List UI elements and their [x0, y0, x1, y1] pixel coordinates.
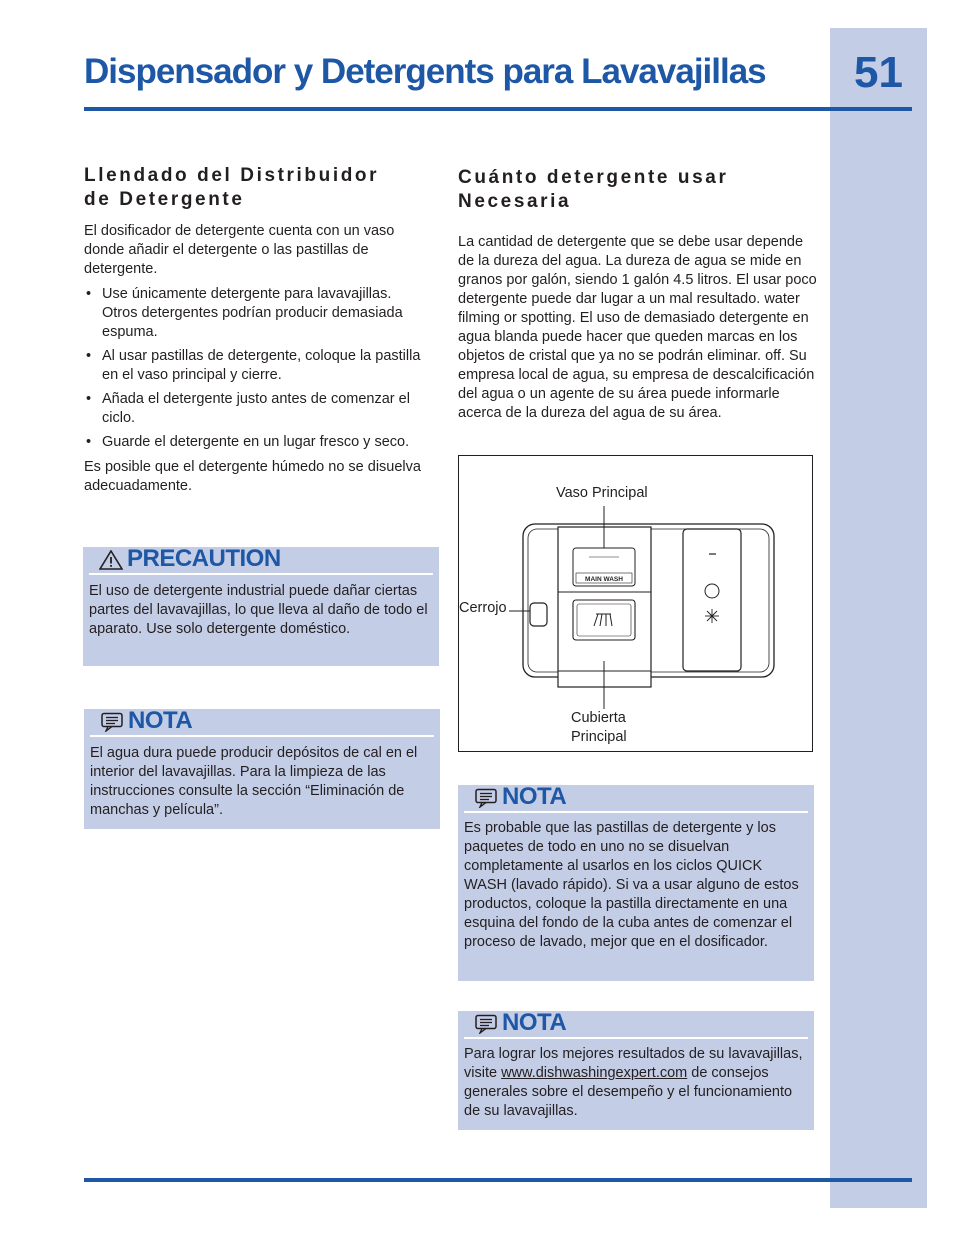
note-icon [474, 788, 498, 808]
nota-text: El agua dura puede producir depósitos de cal en el interior del lavavajillas. Para la limpieza de las instrucciones consulte la sección “Eliminación de manchas y película”. [90, 745, 418, 818]
callout-header [464, 1011, 808, 1039]
warning-icon [99, 550, 123, 570]
right-body-paragraph: La cantidad de detergente que se debe usar depende de la dureza del agua. La dureza de agua se mide en granos por galón, siendo 1 galón 4.5 litros. El usar poco detergente puede dar lugar a un mal resultado. water filming or spotting. El uso de demasiado detergente en agua blanda puede hacer que queden marcas en los objetos de cristal que ya no se podrán eliminar. off. Su empresa local de agua, su empresa de descalcificación del agua o un agente de su área puede informarle acerca de la dureza del agua de su área. [458, 234, 817, 421]
label-line: Cubierta [571, 710, 626, 726]
list-item: • Guarde el detergente en un lugar fresco y seco. [84, 433, 429, 452]
heading-line: de Detergente [84, 189, 245, 210]
nota-box-website [458, 1011, 814, 1130]
heading-line: Necesaria [458, 191, 572, 212]
note-icon [474, 1014, 498, 1034]
section-heading-llenado [84, 164, 434, 212]
label-cerrojo: Cerrojo [459, 600, 507, 616]
nota-title: NOTA [502, 783, 567, 810]
callout-header [89, 547, 433, 575]
bullet-list [84, 285, 429, 452]
nota-box-left [84, 709, 440, 829]
heading-line: Cuánto detergente usar [458, 167, 729, 188]
label-line: Principal [571, 729, 627, 745]
nota-text: Es probable que las pastillas de detergente y los paquetes de todo en uno no se disuelvan completamente al usarlos en los ciclos QUICK WASH (lavado rápido). Si va a usar alguno de estos productos, coloque la pastilla directamente en una esquina del fondo de la cuba antes de comenzar el proceso de lavado, mejor que en el dosificador. [464, 820, 799, 950]
nota-title: NOTA [502, 1009, 567, 1036]
page-title: Dispensador y Detergents para Lavavajillas [84, 52, 766, 91]
label-vaso-principal: Vaso Principal [556, 485, 648, 501]
intro-paragraph: El dosificador de detergente cuenta con un vaso donde añadir el detergente o las pastillas de detergente. [84, 223, 395, 277]
website-link[interactable]: www.dishwashingexpert.com [501, 1065, 688, 1081]
list-item: • Use únicamente detergente para lavavajillas. Otros detergentes podrían producir demasiada espuma. [84, 285, 429, 342]
heading-line: Llendado del Distribuidor [84, 165, 380, 186]
nota-box-quick-wash [458, 785, 814, 981]
nota-text-after: de consejos generales sobre el desempeño y el funcionamiento de su lavavajillas. [464, 1065, 793, 1119]
list-item: • Al usar pastillas de detergente, coloque la pastilla en el vaso principal y cierre. [84, 347, 429, 385]
precaution-title: PRECAUTION [127, 545, 281, 572]
callout-header [464, 785, 808, 813]
closing-paragraph: Es posible que el detergente húmedo no se disuelva adecuadamente. [84, 459, 421, 494]
note-icon [100, 712, 124, 732]
side-tab [830, 28, 927, 1208]
nota-title: NOTA [128, 707, 193, 734]
dispenser-figure [458, 455, 813, 752]
precaution-text: El uso de detergente industrial puede dañar ciertas partes del lavavajillas, lo que lleva al daño de todo el aparato. Use solo detergente doméstico. [89, 583, 428, 637]
left-body [84, 222, 429, 496]
page-number: 51 [854, 48, 903, 97]
top-divider [84, 107, 912, 111]
precaution-box [83, 547, 439, 666]
bottom-divider [84, 1178, 912, 1182]
cup-label: MAIN WASH [585, 576, 623, 583]
list-item: • Añada el detergente justo antes de comenzar el ciclo. [84, 390, 429, 428]
callout-header [90, 709, 434, 737]
nota-text [464, 1045, 806, 1121]
nota-text-before: Para lograr los mejores resultados de su lavavajillas, visite [464, 1046, 803, 1081]
section-heading-cuanto [458, 166, 818, 214]
dispenser-illustration [459, 456, 812, 751]
rinse-aid-icon [705, 609, 719, 623]
latch-shape [530, 603, 547, 626]
